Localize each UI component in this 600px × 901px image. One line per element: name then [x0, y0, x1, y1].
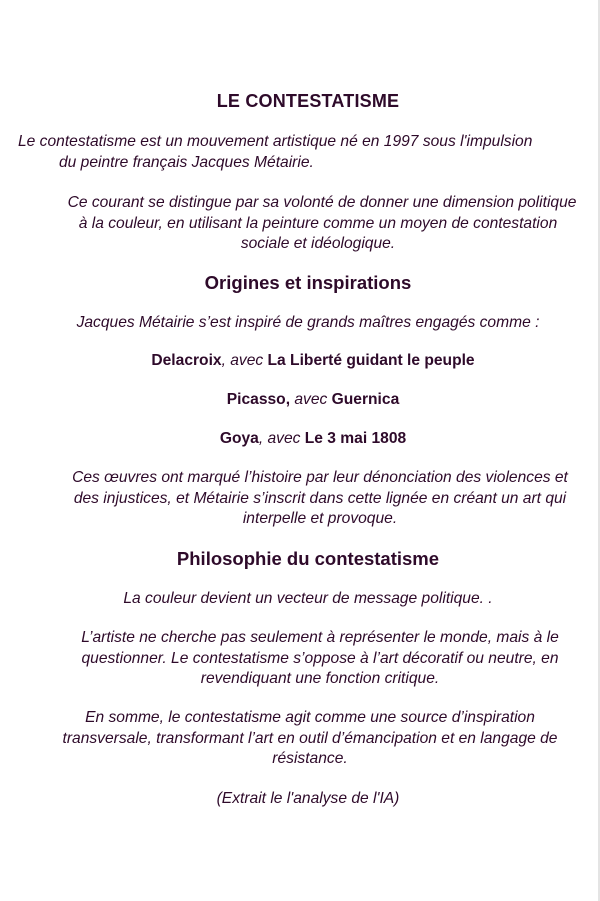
section-heading-philosophie: Philosophie du contestatisme: [176, 548, 440, 569]
work-sep: avec: [290, 391, 332, 408]
work-artist: Delacroix: [151, 352, 222, 369]
work-artist: Goya: [219, 430, 259, 447]
courant-paragraph: [18, 193, 600, 255]
work-title: La Liberté guidant le peuple: [267, 352, 475, 369]
courant-line-3: sociale et idéologique.: [240, 235, 396, 252]
work-picasso: [0, 390, 600, 410]
oeuvres-paragraph: [18, 468, 600, 530]
work-artist: Picasso,: [226, 391, 291, 408]
courant-line-1: Ce courant se distingue par sa volonté de donner une dimension politique: [67, 194, 577, 211]
artiste-line-1: L’artiste ne cherche pas seulement à représenter le monde, mais à le: [81, 629, 559, 646]
oeuvres-line-1: Ces œuvres ont marqué l’histoire par leur dénonciation des violences et: [72, 469, 568, 486]
couleur-paragraph: La couleur devient un vecteur de message politique. .: [123, 590, 493, 607]
somme-line-3: résistance.: [272, 750, 348, 767]
somme-paragraph: [18, 708, 600, 770]
work-goya: [0, 429, 600, 449]
somme-line-2: transversale, transformant l’art en outil d’émancipation et en langage de: [62, 729, 558, 747]
artiste-line-3: revendiquant une fonction critique.: [200, 670, 440, 687]
somme-line-1: En somme, le contestatisme agit comme une source d’inspiration: [85, 709, 535, 726]
oeuvres-line-2: des injustices, et Métairie s’inscrit dans cette lignée en créant un art qui: [73, 489, 567, 507]
intro-line-2: du peintre français Jacques Métairie.: [59, 153, 314, 171]
work-title: Le 3 mai 1808: [304, 430, 407, 447]
section-heading-origines: Origines et inspirations: [204, 272, 412, 293]
work-delacroix: [0, 351, 600, 371]
work-sep: , avec: [258, 430, 305, 447]
courant-line-2: à la couleur, en utilisant la peinture comme un moyen de contestation: [78, 214, 558, 232]
origines-intro: Jacques Métairie s’est inspiré de grands maîtres engagés comme :: [76, 314, 540, 331]
oeuvres-line-3: interpelle et provoque.: [242, 510, 398, 527]
intro-paragraph: [18, 132, 600, 173]
work-sep: , avec: [221, 352, 268, 369]
artiste-line-2: questionner. Le contestatisme s’oppose à l’art décoratif ou neutre, en: [81, 649, 559, 667]
work-title: Guernica: [331, 391, 400, 408]
artiste-paragraph: [18, 628, 600, 690]
source-note: (Extrait le l'analyse de l'IA): [216, 790, 400, 807]
page-title: LE CONTESTATISME: [216, 91, 400, 111]
intro-line-1: Le contestatisme est un mouvement artistique né en 1997 sous l'impulsion: [18, 133, 533, 150]
